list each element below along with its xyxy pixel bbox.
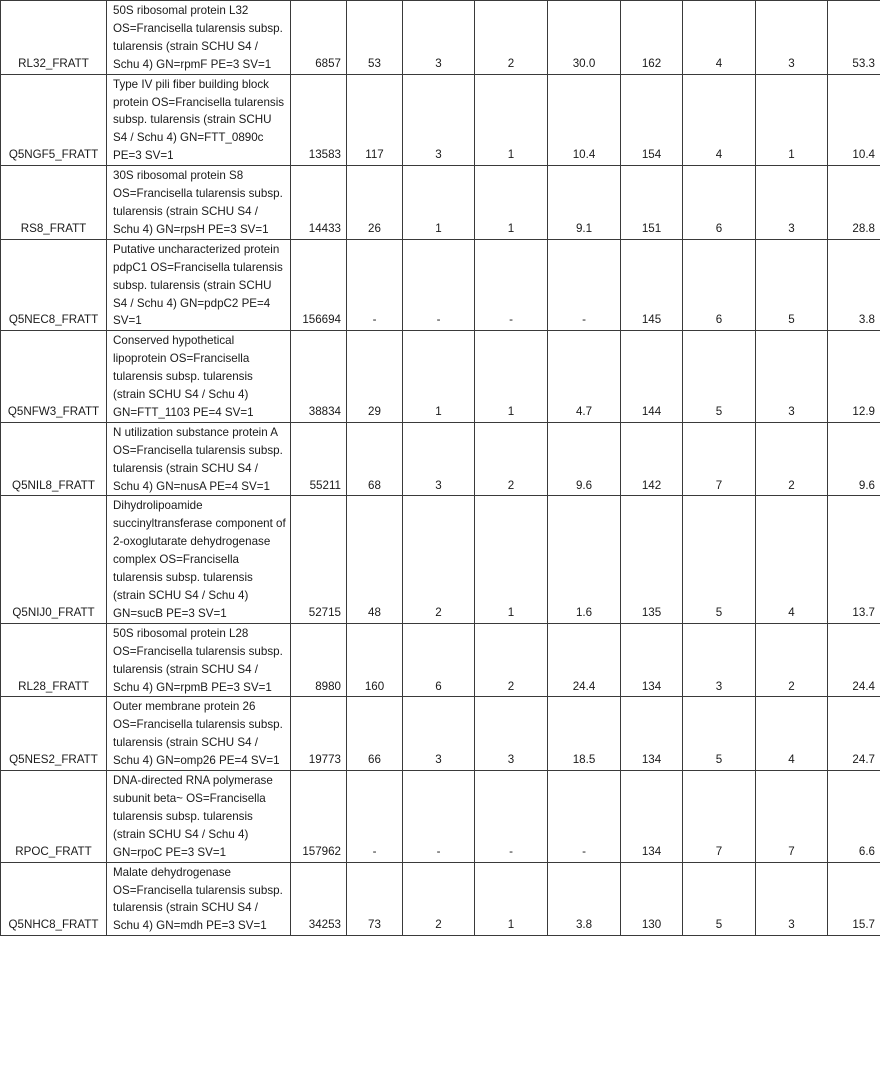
- score-cell: 53: [347, 1, 403, 75]
- total-matches-cell: 6: [683, 239, 756, 331]
- matches-cell: 3: [403, 74, 475, 166]
- accession-cell: Q5NGF5_FRATT: [1, 74, 107, 166]
- description-cell: 50S ribosomal protein L28 OS=Francisella tularensis subsp. tularensis (strain SCHU S4 / Schu 4) GN=rpmB PE=3 SV=1: [107, 623, 291, 697]
- total-sequences-cell: 3: [756, 166, 828, 240]
- description-cell: Malate dehydrogenase OS=Francisella tularensis subsp. tularensis (strain SCHU S4 / Schu 4) GN=mdh PE=3 SV=1: [107, 862, 291, 936]
- total-score-cell: 135: [621, 496, 683, 623]
- score-cell: 160: [347, 623, 403, 697]
- matches-cell: 2: [403, 862, 475, 936]
- score-cell: 48: [347, 496, 403, 623]
- total-score-cell: 134: [621, 623, 683, 697]
- total-sequences-cell: 1: [756, 74, 828, 166]
- mass-cell: 13583: [291, 74, 347, 166]
- table-row: [1, 331, 880, 423]
- total-coverage-cell: 24.4: [828, 623, 880, 697]
- total-coverage-cell: 28.8: [828, 166, 880, 240]
- total-score-cell: 145: [621, 239, 683, 331]
- total-score-cell: 162: [621, 1, 683, 75]
- total-sequences-cell: 2: [756, 422, 828, 496]
- total-sequences-cell: 3: [756, 331, 828, 423]
- total-matches-cell: 4: [683, 1, 756, 75]
- sequences-cell: 1: [475, 331, 548, 423]
- coverage-cell: 9.6: [548, 422, 621, 496]
- accession-cell: Q5NHC8_FRATT: [1, 862, 107, 936]
- total-score-cell: 134: [621, 771, 683, 863]
- matches-cell: 3: [403, 422, 475, 496]
- table-body: [1, 1, 880, 936]
- total-score-cell: 134: [621, 697, 683, 771]
- accession-cell: Q5NIL8_FRATT: [1, 422, 107, 496]
- description-cell: N utilization substance protein A OS=Francisella tularensis subsp. tularensis (strain SCHU S4 / Schu 4) GN=nusA PE=4 SV=1: [107, 422, 291, 496]
- mass-cell: 6857: [291, 1, 347, 75]
- description-cell: DNA-directed RNA polymerase subunit beta~ OS=Francisella tularensis subsp. tularensis (strain SCHU S4 / Schu 4) GN=rpoC PE=3 SV=1: [107, 771, 291, 863]
- mass-cell: 8980: [291, 623, 347, 697]
- total-matches-cell: 5: [683, 862, 756, 936]
- sequences-cell: 1: [475, 74, 548, 166]
- total-coverage-cell: 15.7: [828, 862, 880, 936]
- score-cell: -: [347, 239, 403, 331]
- matches-cell: -: [403, 239, 475, 331]
- score-cell: 73: [347, 862, 403, 936]
- total-matches-cell: 4: [683, 74, 756, 166]
- score-cell: 26: [347, 166, 403, 240]
- description-cell: 50S ribosomal protein L32 OS=Francisella tularensis subsp. tularensis (strain SCHU S4 / Schu 4) GN=rpmF PE=3 SV=1: [107, 1, 291, 75]
- total-coverage-cell: 9.6: [828, 422, 880, 496]
- mass-cell: 19773: [291, 697, 347, 771]
- total-coverage-cell: 10.4: [828, 74, 880, 166]
- table-row: [1, 166, 880, 240]
- total-matches-cell: 3: [683, 623, 756, 697]
- accession-cell: Q5NES2_FRATT: [1, 697, 107, 771]
- accession-cell: RS8_FRATT: [1, 166, 107, 240]
- coverage-cell: 10.4: [548, 74, 621, 166]
- total-sequences-cell: 4: [756, 697, 828, 771]
- sequences-cell: 1: [475, 862, 548, 936]
- coverage-cell: -: [548, 239, 621, 331]
- total-matches-cell: 7: [683, 771, 756, 863]
- total-score-cell: 144: [621, 331, 683, 423]
- total-coverage-cell: 13.7: [828, 496, 880, 623]
- table-row: [1, 239, 880, 331]
- total-matches-cell: 7: [683, 422, 756, 496]
- accession-cell: RL32_FRATT: [1, 1, 107, 75]
- table-row: [1, 496, 880, 623]
- sequences-cell: 2: [475, 623, 548, 697]
- total-score-cell: 142: [621, 422, 683, 496]
- total-sequences-cell: 7: [756, 771, 828, 863]
- coverage-cell: 18.5: [548, 697, 621, 771]
- mass-cell: 38834: [291, 331, 347, 423]
- total-coverage-cell: 12.9: [828, 331, 880, 423]
- matches-cell: 6: [403, 623, 475, 697]
- total-score-cell: 151: [621, 166, 683, 240]
- table-row: [1, 422, 880, 496]
- score-cell: 29: [347, 331, 403, 423]
- coverage-cell: 30.0: [548, 1, 621, 75]
- total-coverage-cell: 24.7: [828, 697, 880, 771]
- table-row: [1, 1, 880, 75]
- mass-cell: 157962: [291, 771, 347, 863]
- sequences-cell: -: [475, 771, 548, 863]
- mass-cell: 156694: [291, 239, 347, 331]
- sequences-cell: 2: [475, 1, 548, 75]
- matches-cell: 3: [403, 697, 475, 771]
- matches-cell: 2: [403, 496, 475, 623]
- accession-cell: Q5NEC8_FRATT: [1, 239, 107, 331]
- matches-cell: 3: [403, 1, 475, 75]
- total-sequences-cell: 3: [756, 862, 828, 936]
- sequences-cell: 1: [475, 496, 548, 623]
- accession-cell: Q5NIJ0_FRATT: [1, 496, 107, 623]
- total-sequences-cell: 3: [756, 1, 828, 75]
- description-cell: 30S ribosomal protein S8 OS=Francisella tularensis subsp. tularensis (strain SCHU S4 / Schu 4) GN=rpsH PE=3 SV=1: [107, 166, 291, 240]
- sequences-cell: 3: [475, 697, 548, 771]
- matches-cell: -: [403, 771, 475, 863]
- total-sequences-cell: 5: [756, 239, 828, 331]
- score-cell: 68: [347, 422, 403, 496]
- sequences-cell: -: [475, 239, 548, 331]
- description-cell: Dihydrolipoamide succinyltransferase component of 2-oxoglutarate dehydrogenase complex OS=Francisella tularensis subsp. tularensis (strain SCHU S4 / Schu 4) GN=sucB PE=3 SV=1: [107, 496, 291, 623]
- accession-cell: Q5NFW3_FRATT: [1, 331, 107, 423]
- description-cell: Putative uncharacterized protein pdpC1 OS=Francisella tularensis subsp. tularensis (strain SCHU S4 / Schu 4) GN=pdpC2 PE=4 SV=1: [107, 239, 291, 331]
- matches-cell: 1: [403, 331, 475, 423]
- total-matches-cell: 6: [683, 166, 756, 240]
- mass-cell: 34253: [291, 862, 347, 936]
- table-row: [1, 771, 880, 863]
- total-score-cell: 130: [621, 862, 683, 936]
- total-matches-cell: 5: [683, 331, 756, 423]
- accession-cell: RPOC_FRATT: [1, 771, 107, 863]
- table-row: [1, 623, 880, 697]
- mass-cell: 14433: [291, 166, 347, 240]
- coverage-cell: 3.8: [548, 862, 621, 936]
- sequences-cell: 2: [475, 422, 548, 496]
- matches-cell: 1: [403, 166, 475, 240]
- table-row: [1, 74, 880, 166]
- mass-cell: 55211: [291, 422, 347, 496]
- score-cell: 117: [347, 74, 403, 166]
- sequences-cell: 1: [475, 166, 548, 240]
- total-sequences-cell: 2: [756, 623, 828, 697]
- total-coverage-cell: 3.8: [828, 239, 880, 331]
- description-cell: Outer membrane protein 26 OS=Francisella tularensis subsp. tularensis (strain SCHU S4 / Schu 4) GN=omp26 PE=4 SV=1: [107, 697, 291, 771]
- total-coverage-cell: 6.6: [828, 771, 880, 863]
- total-score-cell: 154: [621, 74, 683, 166]
- accession-cell: RL28_FRATT: [1, 623, 107, 697]
- description-cell: Conserved hypothetical lipoprotein OS=Francisella tularensis subsp. tularensis (strain SCHU S4 / Schu 4) GN=FTT_1103 PE=4 SV=1: [107, 331, 291, 423]
- total-matches-cell: 5: [683, 697, 756, 771]
- description-cell: Type IV pili fiber building block protein OS=Francisella tularensis subsp. tularensis (strain SCHU S4 / Schu 4) GN=FTT_0890c PE=3 SV=1: [107, 74, 291, 166]
- total-sequences-cell: 4: [756, 496, 828, 623]
- total-matches-cell: 5: [683, 496, 756, 623]
- coverage-cell: -: [548, 771, 621, 863]
- coverage-cell: 24.4: [548, 623, 621, 697]
- total-coverage-cell: 53.3: [828, 1, 880, 75]
- score-cell: -: [347, 771, 403, 863]
- coverage-cell: 9.1: [548, 166, 621, 240]
- table-row: [1, 697, 880, 771]
- score-cell: 66: [347, 697, 403, 771]
- coverage-cell: 1.6: [548, 496, 621, 623]
- table-row: [1, 862, 880, 936]
- mass-cell: 52715: [291, 496, 347, 623]
- coverage-cell: 4.7: [548, 331, 621, 423]
